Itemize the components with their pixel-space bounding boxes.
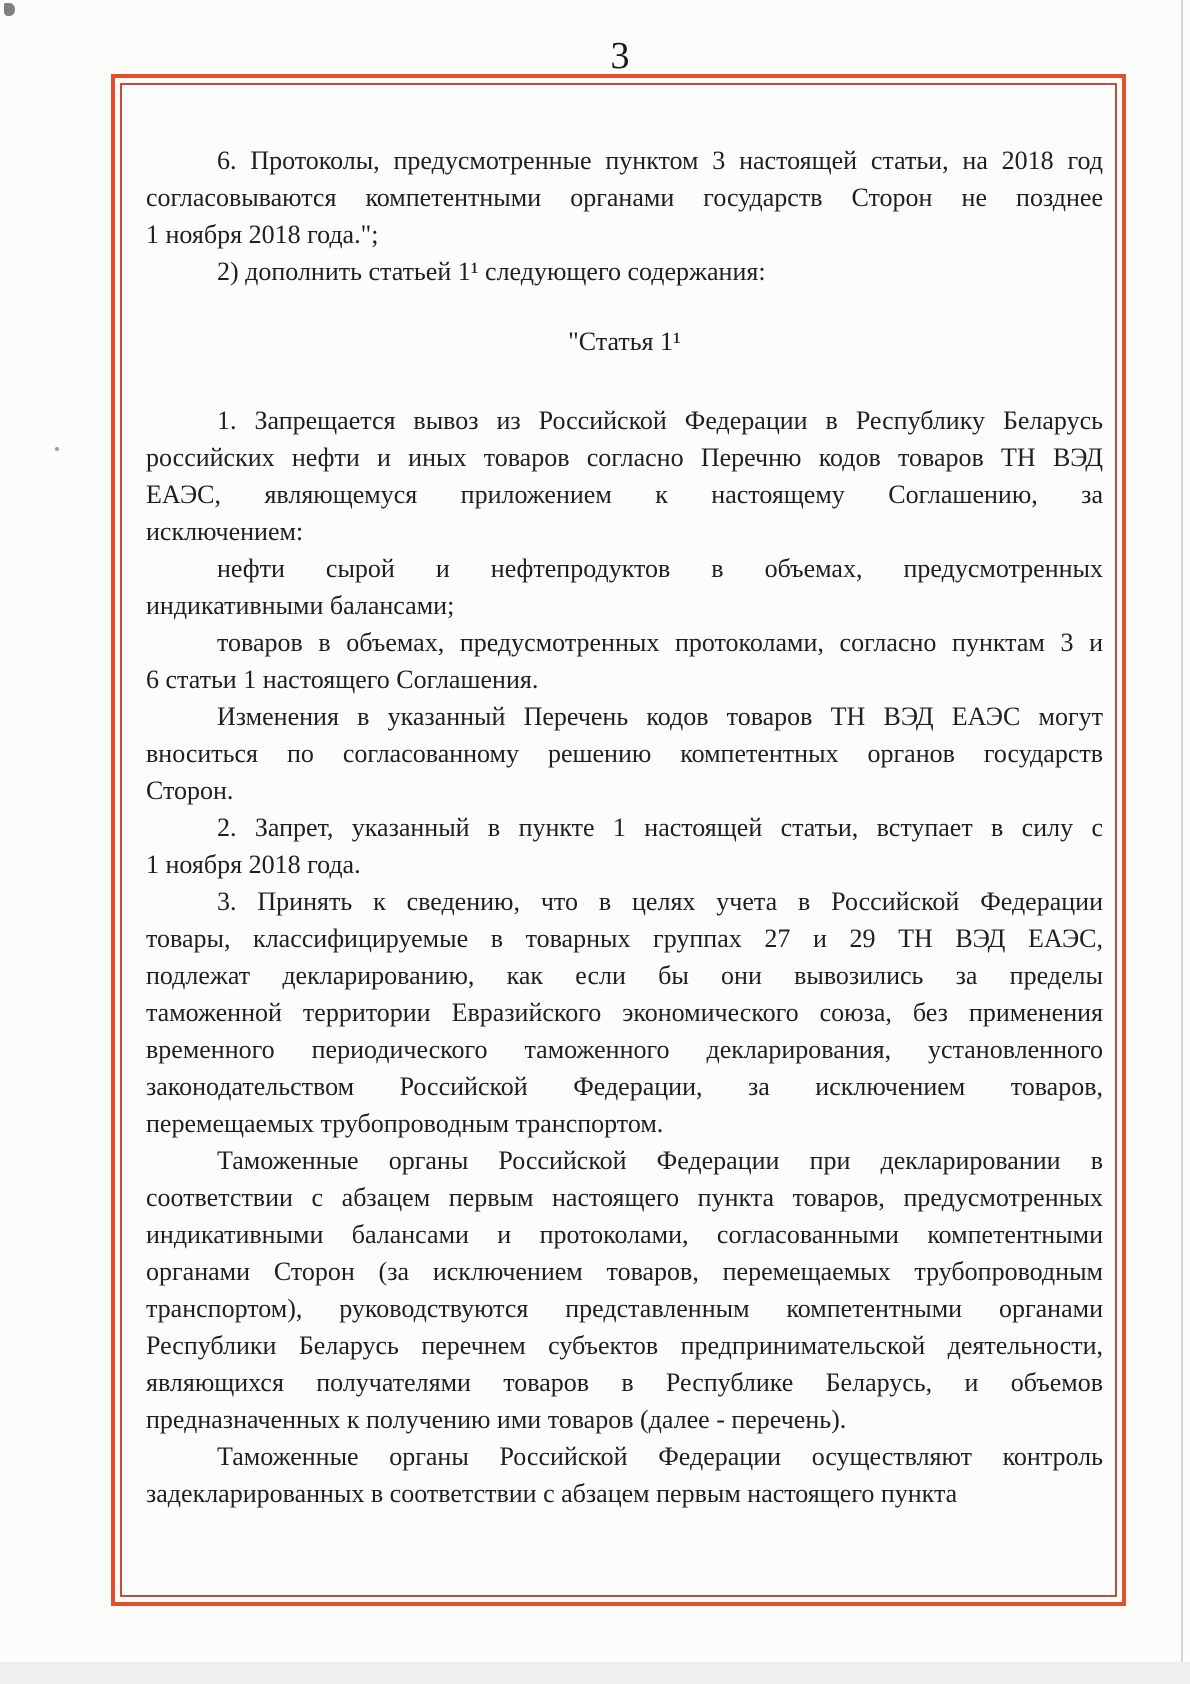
paragraph [146, 809, 1103, 883]
paragraph [146, 253, 1103, 290]
text-line: задекларированных в соответствии с абзацем первым настоящего пункта [146, 1479, 958, 1508]
text-line: Сторон. [146, 776, 234, 805]
text-line: 6 статьи 1 настоящего Соглашения. [146, 665, 539, 694]
text-line: 2. Запрет, указанный в пункте 1 настоящей статьи, вступает в силу с [217, 813, 1103, 842]
scan-speck-top-left [4, 3, 15, 16]
page-edge-shadow-bottom [0, 1662, 1190, 1684]
text-line: товары, классифицируемые в товарных группах 27 и 29 ТН ВЭД ЕАЭС, [146, 924, 1103, 953]
page-edge-shadow-right [1181, 0, 1183, 1684]
text-line: являющихся получателями товаров в Республике Беларусь, и объемов [146, 1368, 1103, 1397]
paragraph [146, 624, 1103, 698]
text-line: нефти сырой и нефтепродуктов в объемах, предусмотренных [217, 554, 1103, 583]
text-line: индикативными балансами и протоколами, согласованными компетентными [146, 1220, 1103, 1249]
text-line: исключением: [146, 517, 304, 546]
text-line: соответствии с абзацем первым настоящего пункта товаров, предусмотренных [146, 1183, 1103, 1212]
text-line: 2) дополнить статьей 1¹ следующего содержания: [217, 257, 766, 286]
page-number: 3 [610, 35, 630, 77]
paragraph [146, 883, 1103, 1142]
paragraph [146, 142, 1103, 253]
article-heading-text: "Статья 1¹ [568, 327, 681, 356]
article-heading [146, 323, 1103, 360]
text-line: вноситься по согласованному решению компетентных органов государств [146, 739, 1103, 768]
text-line: российских нефти и иных товаров согласно Перечню кодов товаров ТН ВЭД [146, 443, 1103, 472]
text-line: 1. Запрещается вывоз из Российской Федерации в Республику Беларусь [217, 406, 1103, 435]
text-line: индикативными балансами; [146, 591, 455, 620]
text-line: 6. Протоколы, предусмотренные пунктом 3 настоящей статьи, на 2018 год [217, 146, 1103, 175]
text-line: 1 ноября 2018 года."; [146, 220, 379, 249]
text-line: органами Сторон (за исключением товаров, перемещаемых трубопроводным [146, 1257, 1103, 1286]
text-line: перемещаемых трубопроводным транспортом. [146, 1109, 664, 1138]
document-body [146, 142, 1103, 1512]
text-line: транспортом), руководствуются представленным компетентными органами [146, 1294, 1103, 1323]
paragraph [146, 402, 1103, 550]
text-line: 1 ноября 2018 года. [146, 850, 361, 879]
paragraph [146, 550, 1103, 624]
text-line: Таможенные органы Российской Федерации осуществляют контроль [217, 1442, 1103, 1471]
text-line: Республики Беларусь перечнем субъектов предпринимательской деятельности, [146, 1331, 1103, 1360]
paragraph [146, 1142, 1103, 1438]
text-line: Таможенные органы Российской Федерации при декларировании в [217, 1146, 1103, 1175]
text-line: 3. Принять к сведению, что в целях учета в Российской Федерации [217, 887, 1103, 916]
text-line: временного периодического таможенного декларирования, установленного [146, 1035, 1103, 1064]
paragraph [146, 698, 1103, 809]
text-line: ЕАЭС, являющемуся приложением к настоящему Соглашению, за [146, 480, 1103, 509]
text-line: предназначенных к получению ими товаров (далее - перечень). [146, 1405, 847, 1434]
text-line: подлежат декларированию, как если бы они вывозились за пределы [146, 961, 1103, 990]
text-line: Изменения в указанный Перечень кодов товаров ТН ВЭД ЕАЭС могут [217, 702, 1103, 731]
text-line: товаров в объемах, предусмотренных протоколами, согласно пунктам 3 и [217, 628, 1103, 657]
text-line: таможенной территории Евразийского экономического союза, без применения [146, 998, 1103, 1027]
text-line: законодательством Российской Федерации, за исключением товаров, [146, 1072, 1103, 1101]
paragraph [146, 1438, 1103, 1512]
text-line: согласовываются компетентными органами государств Сторон не позднее [146, 183, 1103, 212]
scan-speck-left-margin [55, 447, 59, 451]
